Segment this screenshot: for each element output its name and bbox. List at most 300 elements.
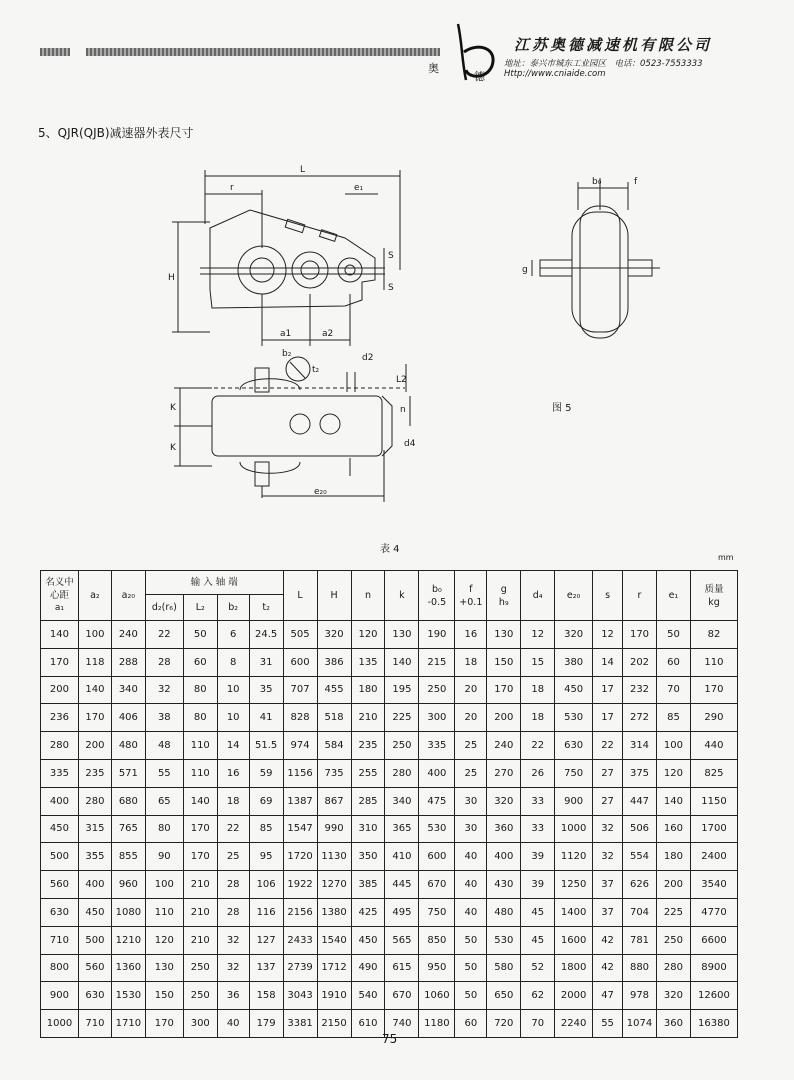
table-cell: 360 bbox=[656, 1010, 690, 1038]
table-cell: 130 bbox=[385, 621, 419, 649]
table-cell: 130 bbox=[487, 621, 521, 649]
table-cell: 36 bbox=[217, 982, 249, 1010]
table-cell: 670 bbox=[419, 871, 455, 899]
table-cell: 250 bbox=[419, 676, 455, 704]
col-header-d4: d₄ bbox=[521, 571, 555, 621]
table-cell: 300 bbox=[419, 704, 455, 732]
table-cell: 1800 bbox=[555, 954, 593, 982]
table-cell: 2156 bbox=[283, 898, 317, 926]
table-cell: 100 bbox=[78, 621, 111, 649]
table-cell: 375 bbox=[623, 759, 657, 787]
table-cell: 200 bbox=[656, 871, 690, 899]
table-cell: 10 bbox=[217, 704, 249, 732]
table-cell: 60 bbox=[183, 648, 217, 676]
table-cell: 1180 bbox=[419, 1010, 455, 1038]
table-cell: 158 bbox=[249, 982, 283, 1010]
table-cell: 40 bbox=[455, 898, 487, 926]
table-cell: 210 bbox=[183, 898, 217, 926]
table-cell: 365 bbox=[385, 815, 419, 843]
table-cell: 20 bbox=[455, 704, 487, 732]
table-cell: 1120 bbox=[555, 843, 593, 871]
table-cell: 16380 bbox=[690, 1010, 737, 1038]
table-cell: 2433 bbox=[283, 926, 317, 954]
table-cell: 22 bbox=[593, 732, 623, 760]
table-cell: 450 bbox=[351, 926, 385, 954]
table-cell: 37 bbox=[593, 871, 623, 899]
table-cell: 195 bbox=[385, 676, 419, 704]
table-cell: 1922 bbox=[283, 871, 317, 899]
table-cell: 39 bbox=[521, 871, 555, 899]
table-cell: 100 bbox=[656, 732, 690, 760]
table-cell: 26 bbox=[521, 759, 555, 787]
table-cell: 95 bbox=[249, 843, 283, 871]
table-cell: 400 bbox=[41, 787, 79, 815]
table-cell: 710 bbox=[41, 926, 79, 954]
table-cell: 610 bbox=[351, 1010, 385, 1038]
table-cell: 707 bbox=[283, 676, 317, 704]
table-cell: 225 bbox=[385, 704, 419, 732]
table-cell: 1130 bbox=[317, 843, 351, 871]
table-cell: 750 bbox=[419, 898, 455, 926]
table-cell: 16 bbox=[217, 759, 249, 787]
dim-label-e1: e₁ bbox=[354, 183, 364, 193]
table-cell: 32 bbox=[593, 815, 623, 843]
table-cell: 60 bbox=[656, 648, 690, 676]
table-cell: 80 bbox=[183, 676, 217, 704]
table-cell: 240 bbox=[111, 621, 145, 649]
table-cell: 630 bbox=[41, 898, 79, 926]
table-cell: 200 bbox=[41, 676, 79, 704]
table-row bbox=[41, 759, 738, 787]
table-cell: 190 bbox=[419, 621, 455, 649]
table-cell: 232 bbox=[623, 676, 657, 704]
table-cell: 500 bbox=[41, 843, 79, 871]
col-header-n: n bbox=[351, 571, 385, 621]
table-cell: 1712 bbox=[317, 954, 351, 982]
table-cell: 47 bbox=[593, 982, 623, 1010]
table-cell: 170 bbox=[623, 621, 657, 649]
table-cell: 270 bbox=[487, 759, 521, 787]
dimension-table bbox=[40, 570, 738, 1038]
table-cell: 116 bbox=[249, 898, 283, 926]
table-cell: 740 bbox=[385, 1010, 419, 1038]
table-cell: 530 bbox=[487, 926, 521, 954]
table-cell: 255 bbox=[351, 759, 385, 787]
col-header-g: g h₉ bbox=[487, 571, 521, 621]
table-cell: 85 bbox=[249, 815, 283, 843]
table-cell: 1387 bbox=[283, 787, 317, 815]
table-row bbox=[41, 954, 738, 982]
table-cell: 82 bbox=[690, 621, 737, 649]
table-cell: 320 bbox=[487, 787, 521, 815]
page-number: 75 bbox=[382, 1032, 398, 1046]
table-cell: 100 bbox=[145, 871, 183, 899]
table-cell: 335 bbox=[419, 732, 455, 760]
table-cell: 22 bbox=[521, 732, 555, 760]
table-cell: 571 bbox=[111, 759, 145, 787]
table-cell: 1360 bbox=[111, 954, 145, 982]
table-cell: 6 bbox=[217, 621, 249, 649]
table-cell: 735 bbox=[317, 759, 351, 787]
table-row bbox=[41, 704, 738, 732]
table-cell: 350 bbox=[351, 843, 385, 871]
table-row bbox=[41, 898, 738, 926]
table-cell: 600 bbox=[419, 843, 455, 871]
table-cell: 320 bbox=[555, 621, 593, 649]
dim-label-H: H bbox=[168, 273, 175, 283]
table-row bbox=[41, 926, 738, 954]
table-cell: 210 bbox=[183, 926, 217, 954]
table-cell: 900 bbox=[555, 787, 593, 815]
table-cell: 140 bbox=[183, 787, 217, 815]
table-cell: 506 bbox=[623, 815, 657, 843]
table-cell: 170 bbox=[41, 648, 79, 676]
table-cell: 288 bbox=[111, 648, 145, 676]
table-cell: 180 bbox=[351, 676, 385, 704]
table-cell: 340 bbox=[385, 787, 419, 815]
dim-label-a2: a2 bbox=[322, 329, 334, 339]
table-cell: 55 bbox=[145, 759, 183, 787]
table-cell: 600 bbox=[283, 648, 317, 676]
table-cell: 825 bbox=[690, 759, 737, 787]
table-cell: 990 bbox=[317, 815, 351, 843]
table-cell: 250 bbox=[183, 982, 217, 1010]
table-cell: 1910 bbox=[317, 982, 351, 1010]
table-cell: 300 bbox=[183, 1010, 217, 1038]
table-cell: 106 bbox=[249, 871, 283, 899]
table-cell: 867 bbox=[317, 787, 351, 815]
table-cell: 170 bbox=[78, 704, 111, 732]
table-cell: 140 bbox=[385, 648, 419, 676]
table-cell: 31 bbox=[249, 648, 283, 676]
table-cell: 2150 bbox=[317, 1010, 351, 1038]
table-cell: 69 bbox=[249, 787, 283, 815]
table-cell: 250 bbox=[656, 926, 690, 954]
table-cell: 80 bbox=[145, 815, 183, 843]
table-cell: 17 bbox=[593, 704, 623, 732]
table-cell: 1270 bbox=[317, 871, 351, 899]
table-cell: 1080 bbox=[111, 898, 145, 926]
table-cell: 400 bbox=[78, 871, 111, 899]
table-unit: mm bbox=[718, 553, 734, 562]
table-cell: 17 bbox=[593, 676, 623, 704]
dim-label-K1: K bbox=[170, 403, 176, 413]
table-cell: 215 bbox=[419, 648, 455, 676]
table-cell: 6600 bbox=[690, 926, 737, 954]
dim-label-S1: S bbox=[388, 251, 394, 261]
table-cell: 28 bbox=[217, 871, 249, 899]
table-cell: 25 bbox=[455, 732, 487, 760]
table-cell: 24.5 bbox=[249, 621, 283, 649]
table-cell: 50 bbox=[656, 621, 690, 649]
table-cell: 630 bbox=[78, 982, 111, 1010]
table-cell: 160 bbox=[656, 815, 690, 843]
table-cell: 1540 bbox=[317, 926, 351, 954]
table-row bbox=[41, 815, 738, 843]
table-cell: 135 bbox=[351, 648, 385, 676]
table-cell: 518 bbox=[317, 704, 351, 732]
table-cell: 480 bbox=[111, 732, 145, 760]
table-cell: 14 bbox=[217, 732, 249, 760]
table-row bbox=[41, 787, 738, 815]
table-cell: 8 bbox=[217, 648, 249, 676]
table-cell: 410 bbox=[385, 843, 419, 871]
table-cell: 400 bbox=[487, 843, 521, 871]
table-cell: 1400 bbox=[555, 898, 593, 926]
table-cell: 670 bbox=[385, 982, 419, 1010]
table-cell: 27 bbox=[593, 787, 623, 815]
table-cell: 90 bbox=[145, 843, 183, 871]
table-cell: 40 bbox=[455, 871, 487, 899]
table-cell: 28 bbox=[145, 648, 183, 676]
table-cell: 455 bbox=[317, 676, 351, 704]
table-cell: 615 bbox=[385, 954, 419, 982]
table-cell: 150 bbox=[487, 648, 521, 676]
table-cell: 630 bbox=[555, 732, 593, 760]
table-cell: 850 bbox=[419, 926, 455, 954]
table-cell: 1000 bbox=[41, 1010, 79, 1038]
dim-label-f: f bbox=[634, 177, 638, 187]
table-cell: 85 bbox=[656, 704, 690, 732]
table-cell: 110 bbox=[183, 759, 217, 787]
table-cell: 38 bbox=[145, 704, 183, 732]
col-header-mass: 质量 kg bbox=[690, 571, 737, 621]
table-cell: 272 bbox=[623, 704, 657, 732]
table-cell: 52 bbox=[521, 954, 555, 982]
table-cell: 565 bbox=[385, 926, 419, 954]
table-cell: 500 bbox=[78, 926, 111, 954]
table-cell: 15 bbox=[521, 648, 555, 676]
table-cell: 27 bbox=[593, 759, 623, 787]
table-cell: 14 bbox=[593, 648, 623, 676]
table-cell: 250 bbox=[385, 732, 419, 760]
table-cell: 960 bbox=[111, 871, 145, 899]
table-cell: 450 bbox=[41, 815, 79, 843]
table-cell: 310 bbox=[351, 815, 385, 843]
table-cell: 430 bbox=[487, 871, 521, 899]
table-cell: 120 bbox=[351, 621, 385, 649]
table-cell: 480 bbox=[487, 898, 521, 926]
table-cell: 1380 bbox=[317, 898, 351, 926]
table-cell: 1720 bbox=[283, 843, 317, 871]
table-cell: 65 bbox=[145, 787, 183, 815]
table-cell: 320 bbox=[656, 982, 690, 1010]
table-cell: 45 bbox=[521, 926, 555, 954]
logo-char-de: 德 bbox=[474, 70, 485, 83]
table-cell: 450 bbox=[78, 898, 111, 926]
table-row bbox=[41, 648, 738, 676]
table-cell: 225 bbox=[656, 898, 690, 926]
table-cell: 170 bbox=[183, 815, 217, 843]
col-header-H: H bbox=[317, 571, 351, 621]
table-cell: 33 bbox=[521, 787, 555, 815]
table-cell: 42 bbox=[593, 926, 623, 954]
table-cell: 140 bbox=[656, 787, 690, 815]
table-cell: 3540 bbox=[690, 871, 737, 899]
table-cell: 70 bbox=[521, 1010, 555, 1038]
table-cell: 445 bbox=[385, 871, 419, 899]
table-cell: 137 bbox=[249, 954, 283, 982]
table-cell: 120 bbox=[656, 759, 690, 787]
table-cell: 202 bbox=[623, 648, 657, 676]
table-cell: 62 bbox=[521, 982, 555, 1010]
table-cell: 974 bbox=[283, 732, 317, 760]
table-cell: 2739 bbox=[283, 954, 317, 982]
table-cell: 765 bbox=[111, 815, 145, 843]
col-header-f: f +0.1 bbox=[455, 571, 487, 621]
col-header-b2: b₂ bbox=[217, 595, 249, 621]
dim-label-r: r bbox=[230, 183, 234, 193]
table-cell: 235 bbox=[78, 759, 111, 787]
table-cell: 200 bbox=[487, 704, 521, 732]
logo-char-ao: 奥 bbox=[428, 62, 439, 75]
dim-label-b0: b₀ bbox=[592, 177, 602, 187]
table-cell: 150 bbox=[145, 982, 183, 1010]
table-cell: 554 bbox=[623, 843, 657, 871]
dim-label-K2: K bbox=[170, 443, 176, 453]
table-cell: 170 bbox=[487, 676, 521, 704]
reducer-dimension-drawing bbox=[0, 150, 794, 520]
table-cell: 48 bbox=[145, 732, 183, 760]
table-cell: 1600 bbox=[555, 926, 593, 954]
table-cell: 1000 bbox=[555, 815, 593, 843]
table-cell: 950 bbox=[419, 954, 455, 982]
table-cell: 280 bbox=[656, 954, 690, 982]
company-address: 地址：泰兴市城东工业园区 电话：0523-7553333 bbox=[504, 59, 703, 69]
table-cell: 170 bbox=[183, 843, 217, 871]
table-cell: 540 bbox=[351, 982, 385, 1010]
table-cell: 18 bbox=[217, 787, 249, 815]
table-cell: 50 bbox=[455, 982, 487, 1010]
table-cell: 25 bbox=[455, 759, 487, 787]
table-cell: 750 bbox=[555, 759, 593, 787]
table-cell: 1156 bbox=[283, 759, 317, 787]
table-cell: 406 bbox=[111, 704, 145, 732]
dim-label-d2: d2 bbox=[362, 353, 374, 363]
table-cell: 127 bbox=[249, 926, 283, 954]
table-cell: 45 bbox=[521, 898, 555, 926]
dim-label-L: L bbox=[300, 165, 306, 175]
table-cell: 855 bbox=[111, 843, 145, 871]
table-cell: 180 bbox=[656, 843, 690, 871]
section-title: 5、QJR(QJB)减速器外表尺寸 bbox=[38, 126, 194, 140]
dim-label-b2: b₂ bbox=[282, 349, 292, 359]
table-cell: 495 bbox=[385, 898, 419, 926]
table-cell: 1700 bbox=[690, 815, 737, 843]
table-cell: 380 bbox=[555, 648, 593, 676]
table-cell: 978 bbox=[623, 982, 657, 1010]
table-cell: 28 bbox=[217, 898, 249, 926]
table-cell: 32 bbox=[593, 843, 623, 871]
table-cell: 59 bbox=[249, 759, 283, 787]
table-cell: 447 bbox=[623, 787, 657, 815]
table-cell: 8900 bbox=[690, 954, 737, 982]
table-cell: 50 bbox=[455, 954, 487, 982]
table-cell: 280 bbox=[41, 732, 79, 760]
col-header-input-shaft: 输 入 轴 端 bbox=[145, 571, 283, 595]
table-cell: 720 bbox=[487, 1010, 521, 1038]
table-cell: 22 bbox=[145, 621, 183, 649]
table-cell: 51.5 bbox=[249, 732, 283, 760]
company-logo bbox=[428, 22, 510, 84]
table-cell: 425 bbox=[351, 898, 385, 926]
table-cell: 200 bbox=[78, 732, 111, 760]
table-cell: 18 bbox=[455, 648, 487, 676]
table-cell: 70 bbox=[656, 676, 690, 704]
table-cell: 12 bbox=[521, 621, 555, 649]
table-cell: 30 bbox=[455, 815, 487, 843]
table-cell: 39 bbox=[521, 843, 555, 871]
table-cell: 385 bbox=[351, 871, 385, 899]
table-row bbox=[41, 732, 738, 760]
col-header-e1: e₁ bbox=[656, 571, 690, 621]
table-cell: 110 bbox=[183, 732, 217, 760]
table-cell: 41 bbox=[249, 704, 283, 732]
table-cell: 584 bbox=[317, 732, 351, 760]
table-cell: 50 bbox=[183, 621, 217, 649]
table-cell: 140 bbox=[41, 621, 79, 649]
table-cell: 680 bbox=[111, 787, 145, 815]
col-header-r: r bbox=[623, 571, 657, 621]
table-cell: 55 bbox=[593, 1010, 623, 1038]
company-name: 江苏奥德减速机有限公司 bbox=[514, 36, 713, 54]
table-cell: 315 bbox=[78, 815, 111, 843]
table-cell: 60 bbox=[455, 1010, 487, 1038]
dim-label-a1: a1 bbox=[280, 329, 292, 339]
table-cell: 781 bbox=[623, 926, 657, 954]
table-cell: 1060 bbox=[419, 982, 455, 1010]
table-cell: 450 bbox=[555, 676, 593, 704]
table-cell: 32 bbox=[217, 926, 249, 954]
table-cell: 704 bbox=[623, 898, 657, 926]
table-cell: 33 bbox=[521, 815, 555, 843]
table-cell: 32 bbox=[145, 676, 183, 704]
company-website: Http://www.cniaide.com bbox=[504, 69, 606, 79]
table-cell: 490 bbox=[351, 954, 385, 982]
col-header-s: s bbox=[593, 571, 623, 621]
col-header-L: L bbox=[283, 571, 317, 621]
table-cell: 25 bbox=[217, 843, 249, 871]
table-title: 表 4 bbox=[380, 544, 400, 555]
table-row bbox=[41, 982, 738, 1010]
table-cell: 250 bbox=[183, 954, 217, 982]
col-header-d2: d₂(r₆) bbox=[145, 595, 183, 621]
table-cell: 30 bbox=[455, 787, 487, 815]
table-cell: 18 bbox=[521, 704, 555, 732]
table-cell: 1547 bbox=[283, 815, 317, 843]
table-cell: 560 bbox=[41, 871, 79, 899]
table-row bbox=[41, 621, 738, 649]
table-cell: 40 bbox=[455, 843, 487, 871]
table-cell: 170 bbox=[145, 1010, 183, 1038]
table-cell: 4770 bbox=[690, 898, 737, 926]
dim-label-n: n bbox=[400, 405, 406, 415]
table-cell: 50 bbox=[455, 926, 487, 954]
dim-label-t2: t₂ bbox=[312, 365, 320, 375]
table-cell: 130 bbox=[145, 954, 183, 982]
table-cell: 80 bbox=[183, 704, 217, 732]
table-row bbox=[41, 871, 738, 899]
table-row bbox=[41, 843, 738, 871]
table-cell: 42 bbox=[593, 954, 623, 982]
col-header-a20: a₂₀ bbox=[111, 571, 145, 621]
table-cell: 20 bbox=[455, 676, 487, 704]
col-header-t2: t₂ bbox=[249, 595, 283, 621]
table-cell: 1710 bbox=[111, 1010, 145, 1038]
table-row bbox=[41, 676, 738, 704]
table-cell: 1074 bbox=[623, 1010, 657, 1038]
table-cell: 355 bbox=[78, 843, 111, 871]
